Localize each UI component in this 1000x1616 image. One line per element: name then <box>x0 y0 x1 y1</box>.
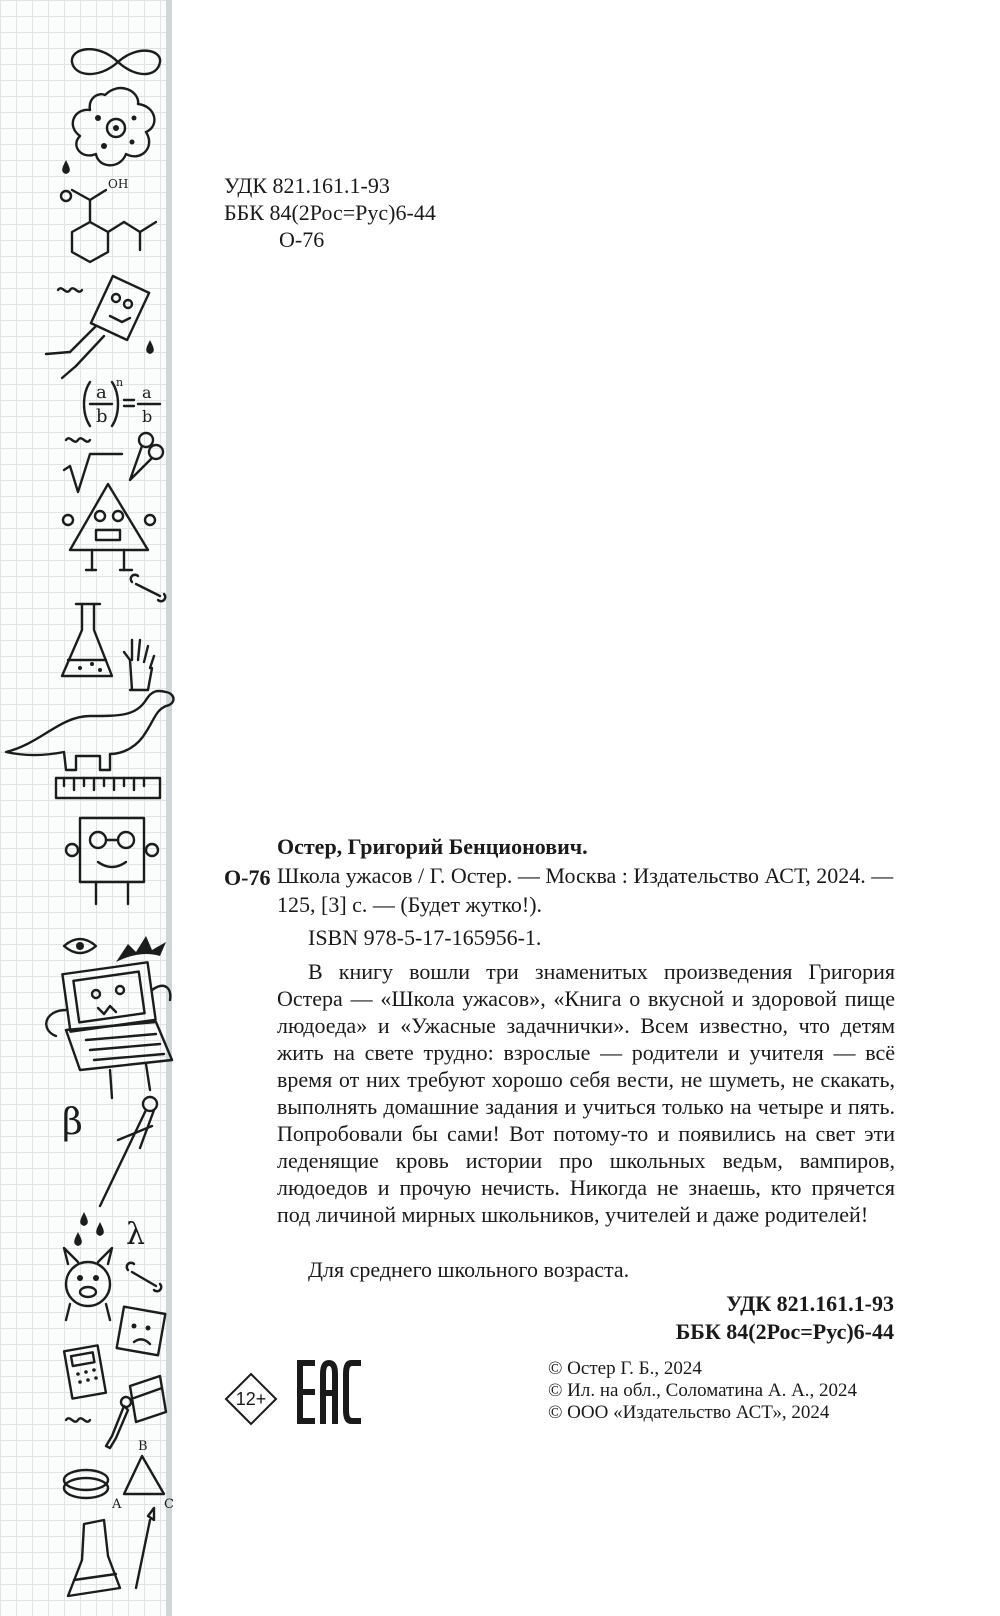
square-root-icon <box>64 454 122 492</box>
top-classification-block <box>224 172 436 253</box>
bottom-bbk: ББК 84(2Рос=Рус)6-44 <box>675 1319 894 1344</box>
beaker-icon <box>68 1520 120 1596</box>
bat-icon <box>116 936 166 962</box>
ruler-icon <box>56 778 160 798</box>
bone-icon <box>131 575 165 601</box>
calculator-icon <box>64 1345 106 1398</box>
paintbrush-icon <box>136 1508 154 1588</box>
bone-icon-2 <box>127 1263 161 1291</box>
sad-square-icon <box>117 1307 166 1356</box>
entry-isbn: ISBN 978-5-17-165956-1. <box>308 925 542 950</box>
book-icon <box>130 1376 166 1422</box>
top-bbk: ББК 84(2Рос=Рус)6-44 <box>224 200 436 225</box>
infinity-icon <box>72 49 160 74</box>
top-udk: УДК 821.161.1-93 <box>224 173 390 198</box>
flask-icon <box>62 604 112 676</box>
svg-text:a: a <box>142 383 152 402</box>
svg-text:C: C <box>164 1497 174 1512</box>
pig-monster-icon <box>64 1248 112 1320</box>
eac-conformity-icon <box>297 1360 361 1424</box>
triangle-abc-icon <box>111 1439 174 1512</box>
copyright-line: © Остер Г. Б., 2024 <box>548 1358 702 1379</box>
entry-author-mark: О-76 <box>224 865 271 890</box>
beta-symbol: β <box>62 1102 83 1143</box>
compass-icon <box>100 1097 157 1206</box>
top-author-mark: О-76 <box>279 227 325 252</box>
school-doodles-illustration <box>0 0 172 1616</box>
age-rating-badge <box>224 1372 278 1426</box>
svg-text:a: a <box>96 382 107 403</box>
glove-icon <box>124 640 154 690</box>
copyright-block <box>548 1358 857 1424</box>
scissors-icon <box>130 433 163 480</box>
entry-audience: Для среднего школьного возраста. <box>308 1257 630 1282</box>
svg-text:B: B <box>138 1439 148 1454</box>
power-formula-icon <box>84 376 160 427</box>
svg-text:OH: OH <box>108 177 129 191</box>
entry-author: Остер, Григорий Бенционович. <box>277 834 588 859</box>
lambda-symbol: λ <box>126 1217 146 1252</box>
amoeba-icon <box>73 88 155 165</box>
chemistry-molecule-icon <box>61 177 156 262</box>
paper-monster-icon <box>46 276 149 378</box>
laptop-monster-icon <box>46 962 172 1098</box>
svg-text:n: n <box>116 376 124 389</box>
dinosaur-icon <box>6 691 174 770</box>
entry-description: Школа ужасов / Г. Остер. — Москва : Издательство АСТ, 2024. — 125, [3] с. — (Будет жутко!). <box>277 863 894 917</box>
bottom-classification-block <box>676 1290 894 1346</box>
entry-abstract: В книгу вошли три знаменитых произведения Григория Остера — «Школа ужасов», «Книга о вкусной и здоровой пище людоеда» и «Ужасные задачнички». Всем известно, что детям жить на свете трудно: взрослые — родители и учителя — всё время от них требуют хорошо себя вести, не шуметь, не скакать, выполнять домашние задания и учиться только на четыре и пять. Попробовали бы сами! Вот потому-то и появились на свет эти леденящие кровь истории про школьных ведьм, вампиров, людоедов и прочую нечисть. Никогда не знаешь, кто прячется под личиной мирных школьников, учителей и даже родителей! <box>277 959 895 1227</box>
triangle-monster-icon <box>63 484 155 570</box>
copyright-line: © Ил. на обл., Соломатина А. А., 2024 <box>548 1380 858 1401</box>
bottom-udk: УДК 821.161.1-93 <box>726 1291 894 1316</box>
age-rating-label: 12+ <box>235 1389 267 1409</box>
svg-text:b: b <box>96 406 108 427</box>
svg-text:A: A <box>112 1497 122 1512</box>
petri-dish-icon <box>64 1470 108 1498</box>
copyright-line: © ООО «Издательство АСТ», 2024 <box>548 1402 830 1423</box>
square-monster-icon <box>66 818 158 904</box>
pipette-icon <box>106 1397 131 1448</box>
svg-text:b: b <box>142 407 153 426</box>
eye-icon <box>64 939 96 953</box>
